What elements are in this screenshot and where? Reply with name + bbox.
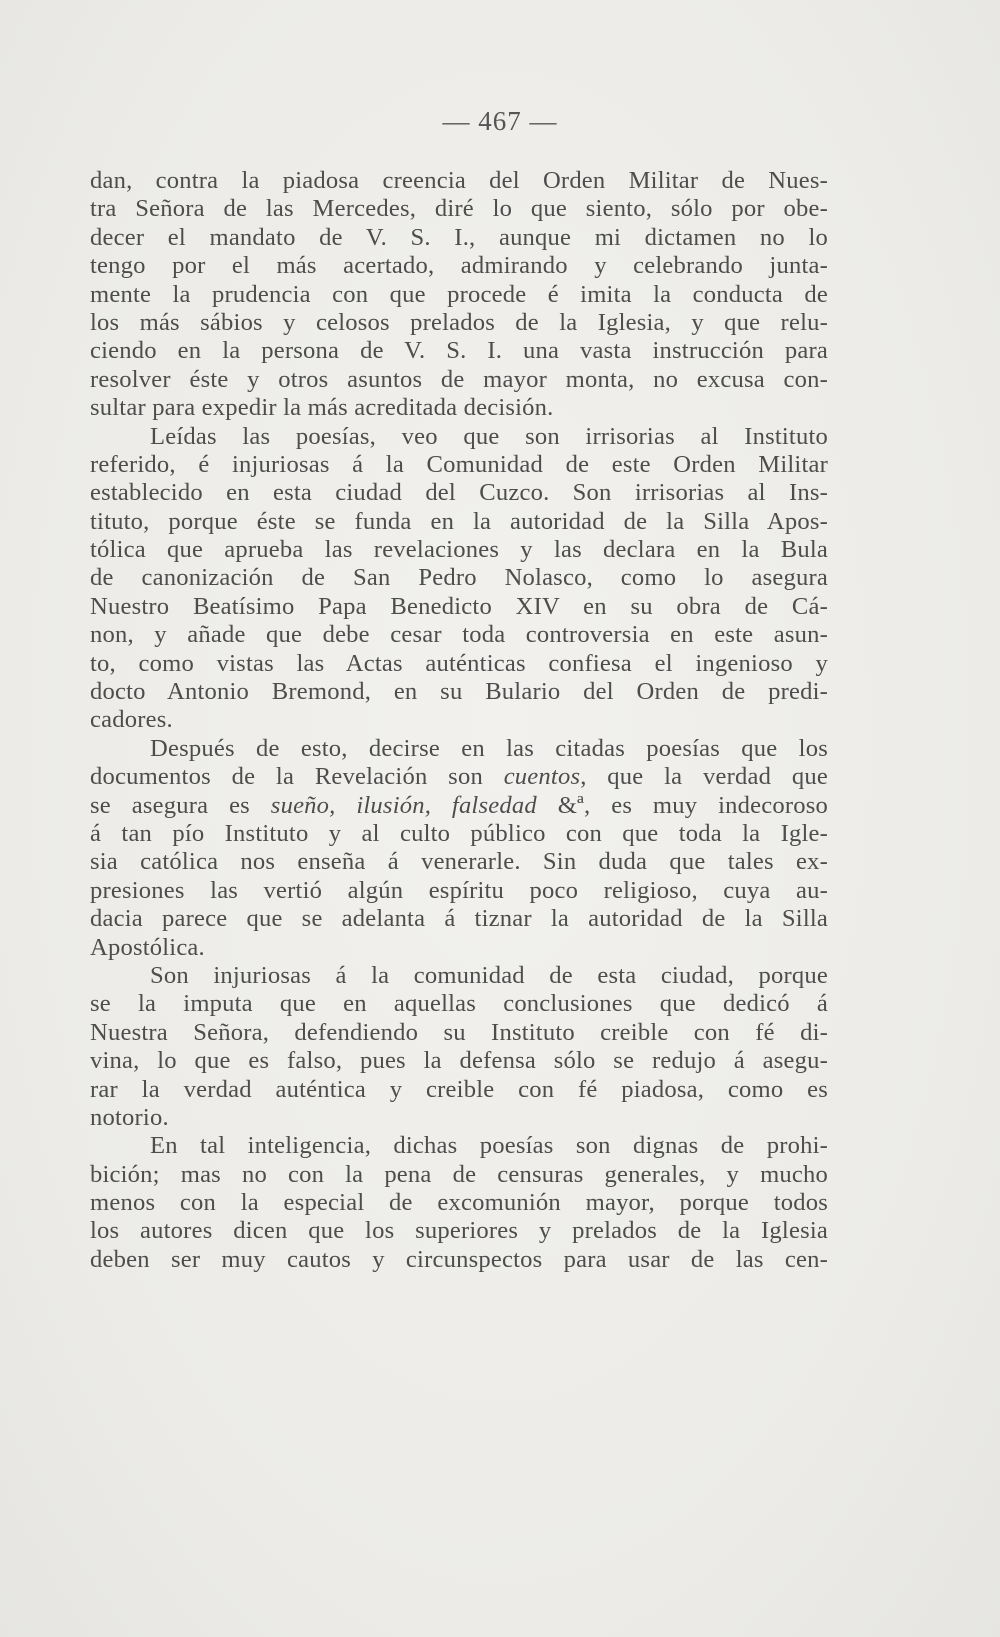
text-line: Nuestra Señora, defendiendo su Instituto creible con fé di-	[90, 1018, 828, 1046]
text-line: los más sábios y celosos prelados de la Iglesia, y que relu-	[90, 308, 828, 336]
text-line: decer el mandato de V. S. I., aunque mi dictamen no lo	[90, 223, 828, 251]
text-line: Apostólica.	[90, 933, 205, 961]
text-line: Leídas las poesías, veo que son irrisorias al Instituto	[150, 422, 828, 450]
text-line: menos con la especial de excomunión mayor, porque todos	[90, 1189, 828, 1217]
text-segment: , que la verdad que	[580, 763, 828, 791]
text-line: dan, contra la piadosa creencia del Orden Militar de Nues-	[90, 167, 828, 194]
text-line: En tal inteligencia, dichas poesías son dignas de prohi-	[150, 1132, 828, 1160]
text-line: cadores.	[90, 706, 173, 734]
text-line: vina, lo que es falso, pues la defensa sólo se redujo á asegu-	[90, 1047, 828, 1075]
text-line: los autores dicen que los superiores y prelados de la Iglesia	[90, 1217, 828, 1245]
text-line: to, como vistas las Actas auténticas confiesa el ingenioso y	[90, 649, 828, 677]
text-line: deben ser muy cautos y circunspectos para usar de las cen-	[90, 1245, 828, 1273]
text-line: tra Señora de las Mercedes, diré lo que siento, sólo por obe-	[90, 195, 828, 223]
text-line: mente la prudencia con que procede é imita la conducta de	[90, 280, 828, 308]
text-line: establecido en esta ciudad del Cuzco. Son irrisorias al Ins-	[90, 479, 828, 507]
text-line: ciendo en la persona de V. S. I. una vasta instrucción para	[90, 337, 828, 365]
text-line: se la imputa que en aquellas conclusiones que dedicó á	[90, 990, 828, 1018]
text-line: docto Antonio Bremond, en su Bulario del Orden de predi-	[90, 678, 828, 706]
text-segment: se asegura es	[90, 791, 271, 819]
text-line: resolver éste y otros asuntos de mayor monta, no excusa con-	[90, 365, 828, 393]
text-line: tengo por el más acertado, admirando y celebrando junta-	[90, 252, 828, 280]
text-line: notorio.	[90, 1103, 169, 1131]
text-line: bición; mas no con la pena de censuras generales, y mucho	[90, 1160, 828, 1188]
italic-phrase: cuentos	[503, 763, 581, 791]
text-line: tólica que aprueba las revelaciones y las declara en la Bula	[90, 536, 828, 564]
text-line: Nuestro Beatísimo Papa Benedicto XIV en su obra de Cá-	[90, 592, 828, 620]
text-line: sultar para expedir la más acreditada decisión.	[90, 394, 554, 422]
text-line: tituto, porque éste se funda en la autoridad de la Silla Apos-	[90, 507, 828, 535]
text-line: dacia parece que se adelanta á tiznar la autoridad de la Silla	[90, 905, 828, 933]
text-line: Después de esto, decirse en las citadas poesías que los	[150, 734, 828, 762]
text-line: rar la verdad auténtica y creible con fé piadosa, como es	[90, 1075, 828, 1103]
page-number: — 467 —	[442, 106, 558, 136]
text-line: sia católica nos enseña á venerarle. Sin duda que tales ex-	[90, 848, 828, 876]
text-line: Son injuriosas á la comunidad de esta ciudad, porque	[150, 961, 828, 989]
text-line	[90, 792, 828, 820]
text-line: referido, é injuriosas á la Comunidad de este Orden Militar	[90, 450, 828, 478]
text-segment: &ª, es muy indecoroso	[536, 791, 828, 819]
text-segment: documentos de la Revelación son	[90, 763, 504, 791]
italic-phrase: sueño, ilusión, falsedad	[270, 791, 537, 819]
text-line: á tan pío Instituto y al culto público con que toda la Igle-	[90, 819, 828, 847]
text-line: de canonización de San Pedro Nolasco, como lo asegura	[90, 564, 828, 592]
text-line: non, y añade que debe cesar toda controversia en este asun-	[90, 621, 828, 649]
text-line	[90, 763, 828, 791]
text-line: presiones las vertió algún espíritu poco religioso, cuya au-	[90, 876, 828, 904]
body-text	[90, 167, 828, 1274]
